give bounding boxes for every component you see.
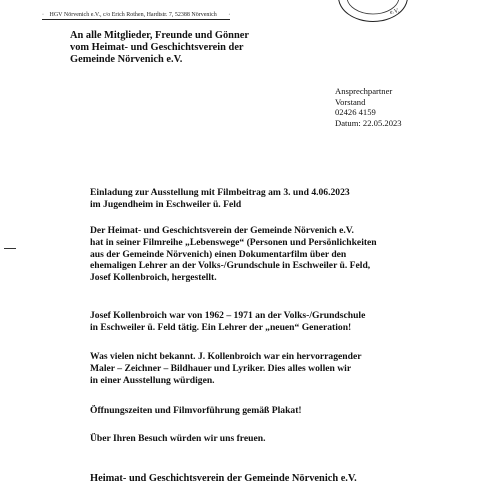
sender-return-address — [42, 12, 230, 20]
fold-mark — [4, 248, 16, 249]
paragraph-line: Josef Kollenbroich war von 1962 – 1971 an der Volks-/Grundschule — [90, 310, 366, 321]
paragraph-line: in einer Ausstellung würdigen. — [90, 374, 215, 386]
sender-text: HGV Nörvenich e.V., c/o Erich Rothen, Hardtstr. 7, 52388 Nörvenich — [49, 12, 217, 18]
subject-line: im Jugendheim in Eschweiler ü. Feld — [90, 198, 242, 210]
contact-block — [335, 86, 402, 128]
contact-role: Vorstand — [335, 96, 366, 107]
paragraph-closing — [90, 433, 265, 445]
paragraph-line: Über Ihren Besuch würden wir uns freuen. — [90, 433, 266, 444]
seal-text: e.V. — [389, 8, 400, 16]
paragraph-line: Was vielen nicht bekannt. J. Kollenbroich war ein hervorragender — [90, 351, 362, 362]
addressee-block — [70, 30, 249, 67]
paragraph-line: Josef Kollenbroich, hergestellt. — [90, 272, 217, 284]
paragraph-teacher — [90, 310, 365, 334]
addressee-line: An alle Mitglieder, Freunde und Gönner — [70, 30, 249, 41]
paragraph-film — [90, 225, 377, 284]
sender-dot: · — [42, 12, 44, 18]
subject-block — [90, 187, 350, 211]
club-seal-stamp — [338, 0, 408, 22]
addressee-line: vom Heimat- und Geschichtsverein der — [70, 42, 244, 54]
paragraph-opening-hours — [90, 405, 302, 417]
subject-line: Einladung zur Ausstellung mit Filmbeitrag am 3. und 4.06.2023 — [90, 187, 350, 198]
paragraph-line: ehemaligen Lehrer an der Volks-/Grundschule in Eschweiler ü. Feld, — [90, 260, 371, 272]
signature-organization: Heimat- und Geschichtsverein der Gemeinde Nörvenich e.V. — [90, 473, 357, 484]
contact-phone: 02426 4159 — [335, 107, 376, 118]
contact-date: Datum: 22.05.2023 — [335, 117, 402, 128]
paragraph-line: Der Heimat- und Geschichtsverein der Gemeinde Nörvenich e.V. — [90, 225, 354, 236]
paragraph-line: hat in seiner Filmreihe „Lebenswege“ (Personen und Persönlichkeiten — [90, 236, 377, 248]
addressee-line: Gemeinde Nörvenich e.V. — [70, 54, 183, 66]
sender-end-mark: · — [228, 12, 231, 18]
paragraph-line: in Eschweiler ü. Feld tätig. Ein Lehrer der „neuen“ Generation! — [90, 321, 352, 333]
paragraph-line: Maler – Zeichner – Bildhauer und Lyriker. Dies alles wollen wir — [90, 362, 352, 374]
paragraph-line: Öffnungszeiten und Filmvorführung gemäß Plakat! — [90, 405, 302, 416]
contact-label: Ansprechpartner — [335, 86, 393, 96]
paragraph-artist — [90, 351, 361, 386]
paragraph-line: aus der Gemeinde Nörvenich) einen Dokumentarfilm über den — [90, 248, 347, 260]
